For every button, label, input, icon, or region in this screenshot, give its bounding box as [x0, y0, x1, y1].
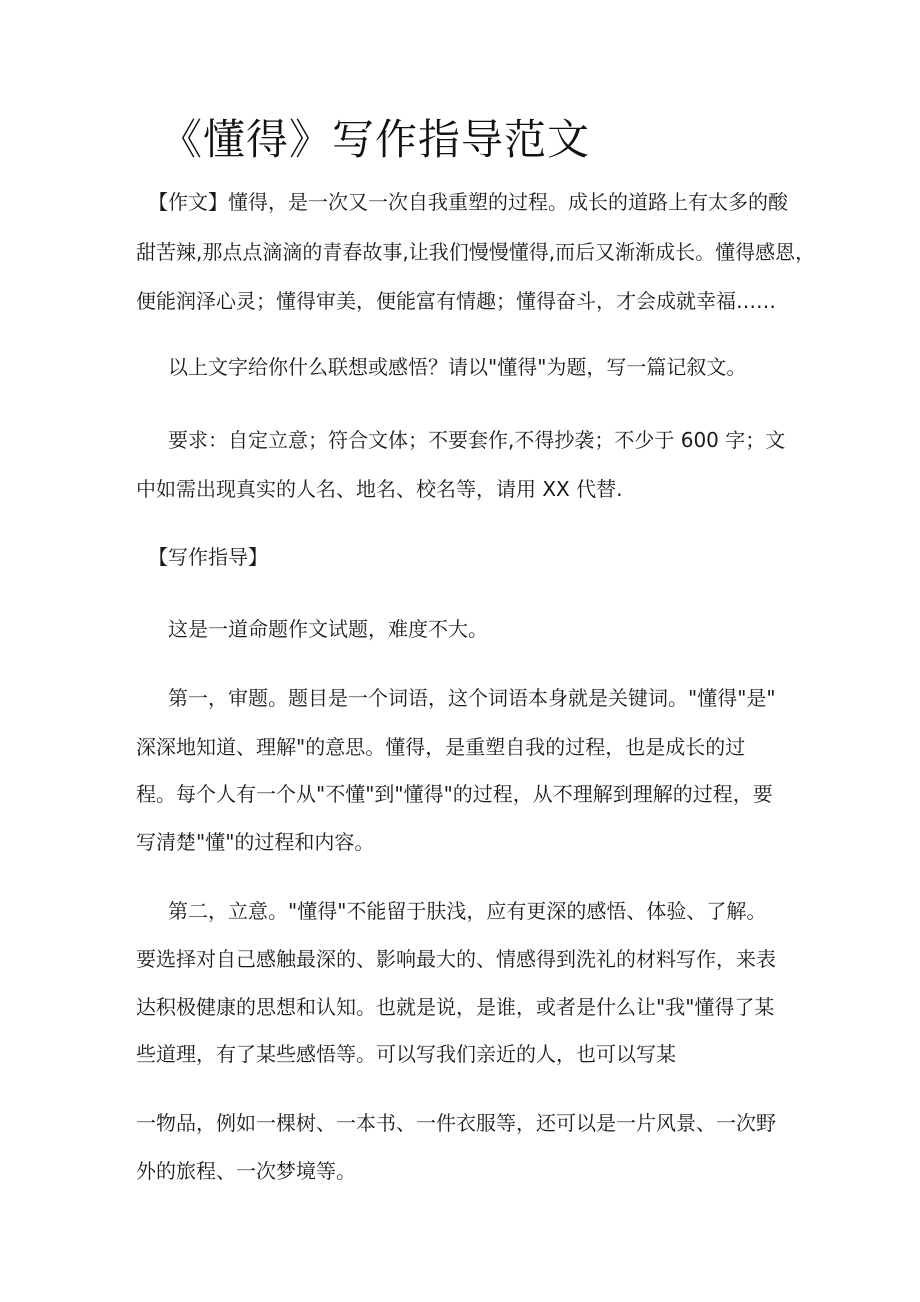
- point-two-line-4: 些道理，有了某些感悟等。可以写我们亲近的人，也可以写某: [136, 1042, 676, 1066]
- point-two-line-6: 外的旅程、一次梦境等。: [136, 1159, 356, 1183]
- writing-guide-heading: 【写作指导】: [148, 545, 268, 569]
- essay-prompt-line-2: 甜苦辣,那点点滴滴的青春故事,让我们慢慢懂得,而后又渐渐成长。懂得感恩，: [136, 240, 816, 264]
- point-two-line-2: 要选择对自己感触最深的、影响最大的、情感得到洗礼的材料写作，来表: [136, 947, 776, 971]
- requirements-line-2: 中如需出现真实的人名、地名、校名等，请用 XX 代替.: [136, 477, 623, 501]
- task-question: 以上文字给你什么联想或感悟？请以"懂得"为题，写一篇记叙文。: [168, 355, 747, 379]
- document-title: 《懂得》写作指导范文: [160, 115, 591, 164]
- point-one-line-1: 第一，审题。题目是一个词语，这个词语本身就是关键词。"懂得"是": [168, 686, 776, 710]
- guide-intro: 这是一道命题作文试题，难度不大。: [168, 617, 488, 641]
- point-one-line-3: 程。每个人有一个从"不懂"到"懂得"的过程，从不理解到理解的过程，要: [136, 782, 773, 806]
- essay-prompt-line-1: 【作文】懂得，是一次又一次自我重塑的过程。成长的道路上有太多的酸: [148, 190, 788, 214]
- essay-prompt-line-3: 便能润泽心灵；懂得审美，便能富有情趣；懂得奋斗，才会成就幸福……: [136, 289, 776, 313]
- point-two-line-1: 第二，立意。"懂得"不能留于肤浅，应有更深的感悟、体验、了解。: [168, 899, 767, 923]
- point-one-line-2: 深深地知道、理解"的意思。懂得，是重塑自我的过程，也是成长的过: [136, 735, 746, 759]
- point-two-line-3: 达积极健康的思想和认知。也就是说，是谁，或者是什么让"我"懂得了某: [136, 995, 775, 1019]
- point-two-line-5: 一物品，例如一棵树、一本书、一件衣服等，还可以是一片风景、一次野: [136, 1111, 776, 1135]
- point-one-line-4: 写清楚"懂"的过程和内容。: [136, 830, 375, 854]
- requirements-line-1: 要求：自定立意；符合文体；不要套作,不得抄袭；不少于 600 字；文: [168, 428, 786, 452]
